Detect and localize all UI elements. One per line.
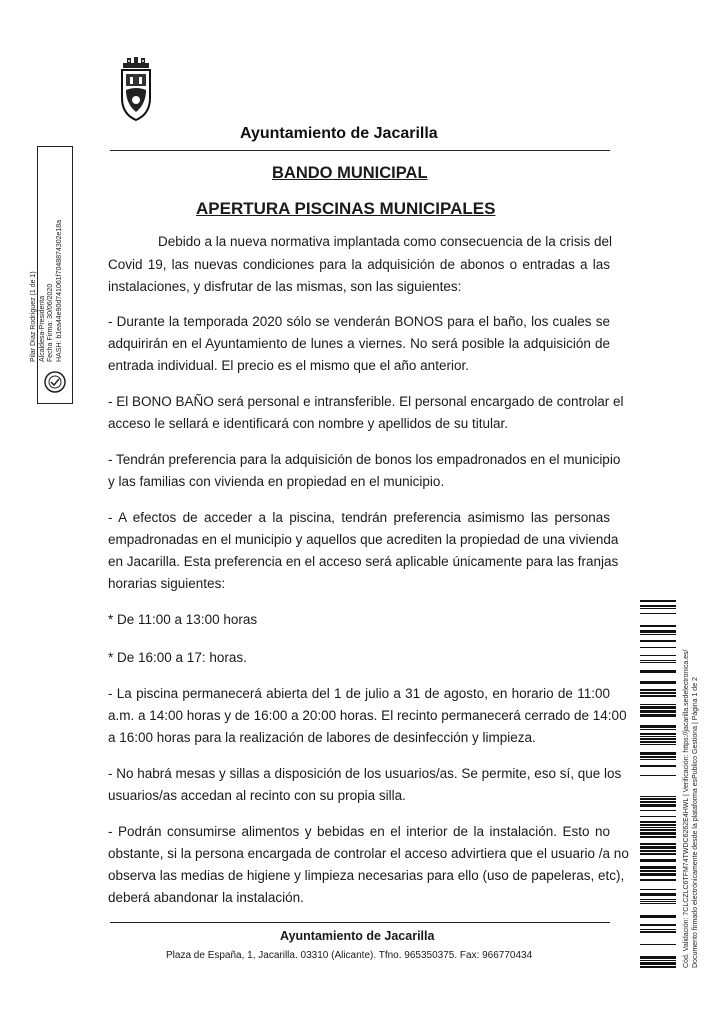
body-line: empadronadas en el municipio y aquellos que acrediten la propiedad de una vivienda (108, 532, 619, 547)
body-line: Debido a la nueva normativa implantada como consecuencia de la crisis del (158, 234, 613, 249)
footer-divider (110, 922, 610, 923)
verification-line: Cód. Validación: 7CLCZLC6TFM74TWDC6262E4HWL | Verificación: https://jacarilla.sedelectronica.es/ (683, 649, 690, 968)
barcode-icon (640, 600, 676, 968)
seal-icon (43, 370, 67, 394)
body-line: observa las medias de higiene y limpieza necesarias para ello (uso de papeleras, etc), (108, 868, 625, 883)
verification-line: Documento firmado electrónicamente desde la plataforma esPublico Gestiona | Página 1 de 2 (691, 677, 699, 968)
body-line: - Durante la temporada 2020 sólo se venderán BONOS para el baño, los cuales se (108, 314, 610, 329)
body-line: instalaciones, y disfrutar de las mismas, son las siguientes: (108, 279, 462, 294)
body-line: - Tendrán preferencia para la adquisición de bonos los empadronados en el municipio (108, 452, 621, 467)
body-line: y las familias con vivienda en propiedad en el municipio. (108, 474, 445, 489)
body-line: a 16:00 horas para la realización de labores de desinfección y limpieza. (108, 730, 536, 745)
signature-line: Fecha Firma: 30/06/2020 (47, 283, 54, 362)
header-divider (110, 150, 610, 151)
body-line: acceso le sellará e identificará con nombre y apellidos de su titular. (108, 416, 508, 431)
body-line: deberá abandonar la instalación. (108, 890, 304, 905)
header-title: Ayuntamiento de Jacarilla (240, 125, 438, 142)
footer-title: Ayuntamiento de Jacarilla (280, 929, 435, 943)
body-line: - La piscina permanecerá abierta del 1 de julio a 31 de agosto, en horario de 11:00 (108, 686, 610, 701)
body-line: * De 16:00 a 17: horas. (108, 650, 247, 665)
body-line: - A efectos de acceder a la piscina, tendrán preferencia asimismo las personas (108, 510, 610, 525)
signature-text (30, 220, 64, 362)
body-line: * De 11:00 a 13:00 horas (108, 612, 258, 627)
footer-address: Plaza de España, 1, Jacarilla. 03310 (Alicante). Tfno. 965350375. Fax: 966770434 (166, 950, 533, 961)
body-line: horarias siguientes: (108, 576, 226, 591)
body-line: usuarios/as accedan al recinto con su propia silla. (108, 788, 406, 803)
verification-text (683, 649, 700, 968)
body-line: - No habrá mesas y sillas a disposición de los usuarios/as. Se permite, eso sí, que los (108, 766, 622, 781)
signature-line: Alcaldesa-Presidenta (38, 295, 46, 362)
body-line: Covid 19, las nuevas condiciones para la adquisición de abonos o entradas a las (108, 257, 610, 272)
body-line: en Jacarilla. Esta preferencia en el acceso será aplicable únicamente para las franjas (108, 554, 619, 569)
body-line: - El BONO BAÑO será personal e intransferible. El personal encargado de controlar el (108, 394, 624, 409)
document-subtitle: APERTURA PISCINAS MUNICIPALES (196, 199, 496, 218)
signature-line: HASH: b1ea44e90d741061f7048874302e18a (55, 219, 63, 362)
signature-line: Pilar Díaz Rodríguez (1 de 1) (30, 271, 37, 362)
coat-of-arms-icon (118, 56, 154, 122)
body-line: a.m. a 14:00 horas y de 16:00 a 20:00 horas. El recinto permanecerá cerrado de 14:00 (108, 708, 627, 723)
document-title: BANDO MUNICIPAL (272, 164, 428, 182)
body-line: obstante, si la persona encargada de controlar el acceso advirtiera que el usuario /a no (108, 846, 629, 861)
body-line: adquirirán en el Ayuntamiento de lunes a viernes. No será posible la adquisición de (108, 336, 610, 351)
body-line: entrada individual. El precio es el mismo que el año anterior. (108, 358, 469, 373)
body-line: - Podrán consumirse alimentos y bebidas en el interior de la instalación. Esto no (108, 824, 610, 839)
